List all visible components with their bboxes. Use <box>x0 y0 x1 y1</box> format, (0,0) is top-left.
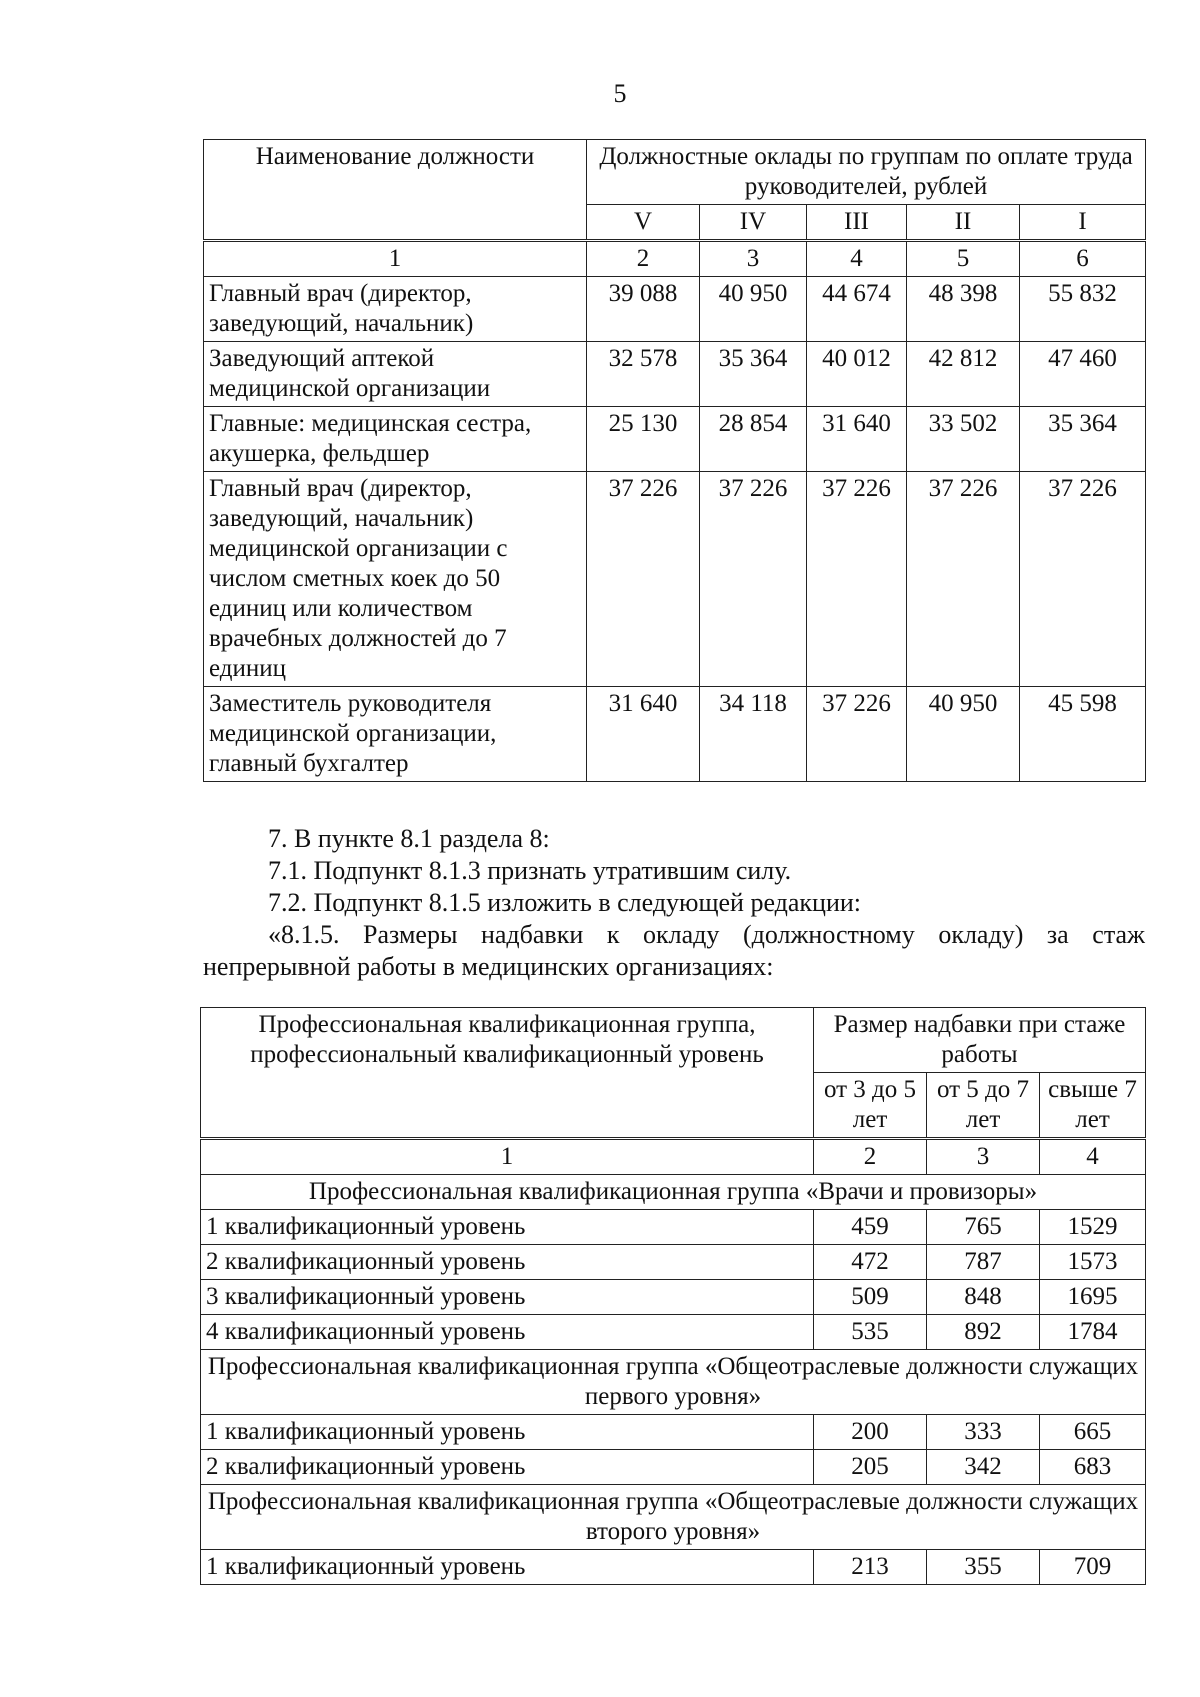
allowance-value: 1573 <box>1040 1245 1146 1280</box>
allowance-value: 342 <box>927 1450 1040 1485</box>
salary-value: 37 226 <box>807 687 907 782</box>
table-row <box>201 1210 1146 1245</box>
allowance-value: 509 <box>814 1280 927 1315</box>
paragraph: 7. В пункте 8.1 раздела 8: <box>268 824 550 853</box>
paragraph: 7.1. Подпункт 8.1.3 признать утратившим силу. <box>268 856 792 885</box>
salary-value: 47 460 <box>1020 342 1146 407</box>
allowance-value: 683 <box>1040 1450 1146 1485</box>
column-number: 6 <box>1020 241 1146 277</box>
position-name: Главный врач (директор, заведующий, начальник) медицинской организации с числом сметных коек до 50 единиц или количеством врачебных должностей до 7 единиц <box>204 472 587 687</box>
allowance-value: 200 <box>814 1415 927 1450</box>
position-name: Главный врач (директор, заведующий, начальник) <box>204 277 587 342</box>
allowance-value: 892 <box>927 1315 1040 1350</box>
qualification-level: 1 квалификационный уровень <box>201 1550 814 1585</box>
table-row <box>201 1280 1146 1315</box>
salary-value: 34 118 <box>700 687 807 782</box>
qualification-level: 3 квалификационный уровень <box>201 1280 814 1315</box>
salary-value: 44 674 <box>807 277 907 342</box>
table-row <box>201 1315 1146 1350</box>
column-number: 1 <box>204 241 587 277</box>
column-number: 2 <box>587 241 700 277</box>
allowance-value: 1695 <box>1040 1280 1146 1315</box>
salary-value: 37 226 <box>587 472 700 687</box>
salary-value: 37 226 <box>907 472 1020 687</box>
salary-value: 35 364 <box>700 342 807 407</box>
salary-value: 39 088 <box>587 277 700 342</box>
section-title-row <box>201 1350 1146 1415</box>
page-number: 5 <box>613 79 627 108</box>
table-row <box>201 1245 1146 1280</box>
salary-value: 37 226 <box>1020 472 1146 687</box>
period-header: от 5 до 7 лет <box>927 1073 1040 1139</box>
group-header: I <box>1020 205 1146 241</box>
salary-value: 25 130 <box>587 407 700 472</box>
group-header: IV <box>700 205 807 241</box>
table-row <box>204 407 1146 472</box>
allowance-table <box>200 1007 1146 1585</box>
allowance-value: 213 <box>814 1550 927 1585</box>
salary-table-header-row <box>204 140 1146 205</box>
salary-value: 33 502 <box>907 407 1020 472</box>
table-row <box>201 1415 1146 1450</box>
section-title-row <box>201 1485 1146 1550</box>
allowance-value: 787 <box>927 1245 1040 1280</box>
column-number: 3 <box>700 241 807 277</box>
table-row <box>204 277 1146 342</box>
qualification-level: 2 квалификационный уровень <box>201 1450 814 1485</box>
salary-value: 37 226 <box>807 472 907 687</box>
group-header: III <box>807 205 907 241</box>
salary-value: 31 640 <box>587 687 700 782</box>
section-title: Профессиональная квалификационная группа «Общеотраслевые должности служащих второго уровня» <box>201 1485 1146 1550</box>
paragraph: «8.1.5. Размеры надбавки к окладу (должностному окладу) за стаж непрерывной работы в медицинских организациях: <box>203 920 1145 981</box>
allowance-value: 355 <box>927 1550 1040 1585</box>
salary-value: 40 012 <box>807 342 907 407</box>
column-number: 3 <box>927 1139 1040 1175</box>
header-salary-groups: Должностные оклады по группам по оплате труда руководителей, рублей <box>587 140 1146 205</box>
qualification-level: 2 квалификационный уровень <box>201 1245 814 1280</box>
allowance-value: 535 <box>814 1315 927 1350</box>
qualification-level: 4 квалификационный уровень <box>201 1315 814 1350</box>
table-row <box>201 1450 1146 1485</box>
column-number: 4 <box>807 241 907 277</box>
allowance-value: 665 <box>1040 1415 1146 1450</box>
column-number: 2 <box>814 1139 927 1175</box>
header-allowance-size: Размер надбавки при стаже работы <box>814 1008 1146 1073</box>
allowance-table-header-row <box>201 1008 1146 1073</box>
salary-value: 40 950 <box>700 277 807 342</box>
section-title: Профессиональная квалификационная группа «Общеотраслевые должности служащих первого уровня» <box>201 1350 1146 1415</box>
column-numbers-row <box>204 241 1146 277</box>
table-row <box>204 342 1146 407</box>
amendment-text <box>203 823 1145 983</box>
salary-value: 42 812 <box>907 342 1020 407</box>
allowance-value: 1784 <box>1040 1315 1146 1350</box>
position-name: Главные: медицинская сестра, акушерка, фельдшер <box>204 407 587 472</box>
position-name: Заведующий аптекой медицинской организации <box>204 342 587 407</box>
salary-value: 28 854 <box>700 407 807 472</box>
allowance-value: 765 <box>927 1210 1040 1245</box>
allowance-value: 205 <box>814 1450 927 1485</box>
salary-value: 31 640 <box>807 407 907 472</box>
salary-value: 48 398 <box>907 277 1020 342</box>
section-title-row <box>201 1175 1146 1210</box>
group-header: II <box>907 205 1020 241</box>
salary-value: 45 598 <box>1020 687 1146 782</box>
salary-value: 40 950 <box>907 687 1020 782</box>
table-row <box>204 472 1146 687</box>
allowance-value: 1529 <box>1040 1210 1146 1245</box>
salary-value: 32 578 <box>587 342 700 407</box>
header-qualification-group: Профессиональная квалификационная группа, профессиональный квалификационный уровень <box>201 1008 814 1139</box>
allowance-value: 459 <box>814 1210 927 1245</box>
section-title: Профессиональная квалификационная группа «Врачи и провизоры» <box>201 1175 1146 1210</box>
column-number: 5 <box>907 241 1020 277</box>
column-number: 1 <box>201 1139 814 1175</box>
table-row <box>204 687 1146 782</box>
period-header: свыше 7 лет <box>1040 1073 1146 1139</box>
salary-table <box>203 139 1146 782</box>
salary-value: 35 364 <box>1020 407 1146 472</box>
group-header: V <box>587 205 700 241</box>
qualification-level: 1 квалификационный уровень <box>201 1415 814 1450</box>
position-name: Заместитель руководителя медицинской организации, главный бухгалтер <box>204 687 587 782</box>
header-position-name: Наименование должности <box>204 140 587 241</box>
allowance-value: 848 <box>927 1280 1040 1315</box>
allowance-value: 709 <box>1040 1550 1146 1585</box>
period-header: от 3 до 5 лет <box>814 1073 927 1139</box>
table-row <box>201 1550 1146 1585</box>
allowance-value: 472 <box>814 1245 927 1280</box>
salary-value: 37 226 <box>700 472 807 687</box>
column-numbers-row <box>201 1139 1146 1175</box>
qualification-level: 1 квалификационный уровень <box>201 1210 814 1245</box>
column-number: 4 <box>1040 1139 1146 1175</box>
allowance-value: 333 <box>927 1415 1040 1450</box>
paragraph: 7.2. Подпункт 8.1.5 изложить в следующей редакции: <box>268 888 862 917</box>
salary-value: 55 832 <box>1020 277 1146 342</box>
